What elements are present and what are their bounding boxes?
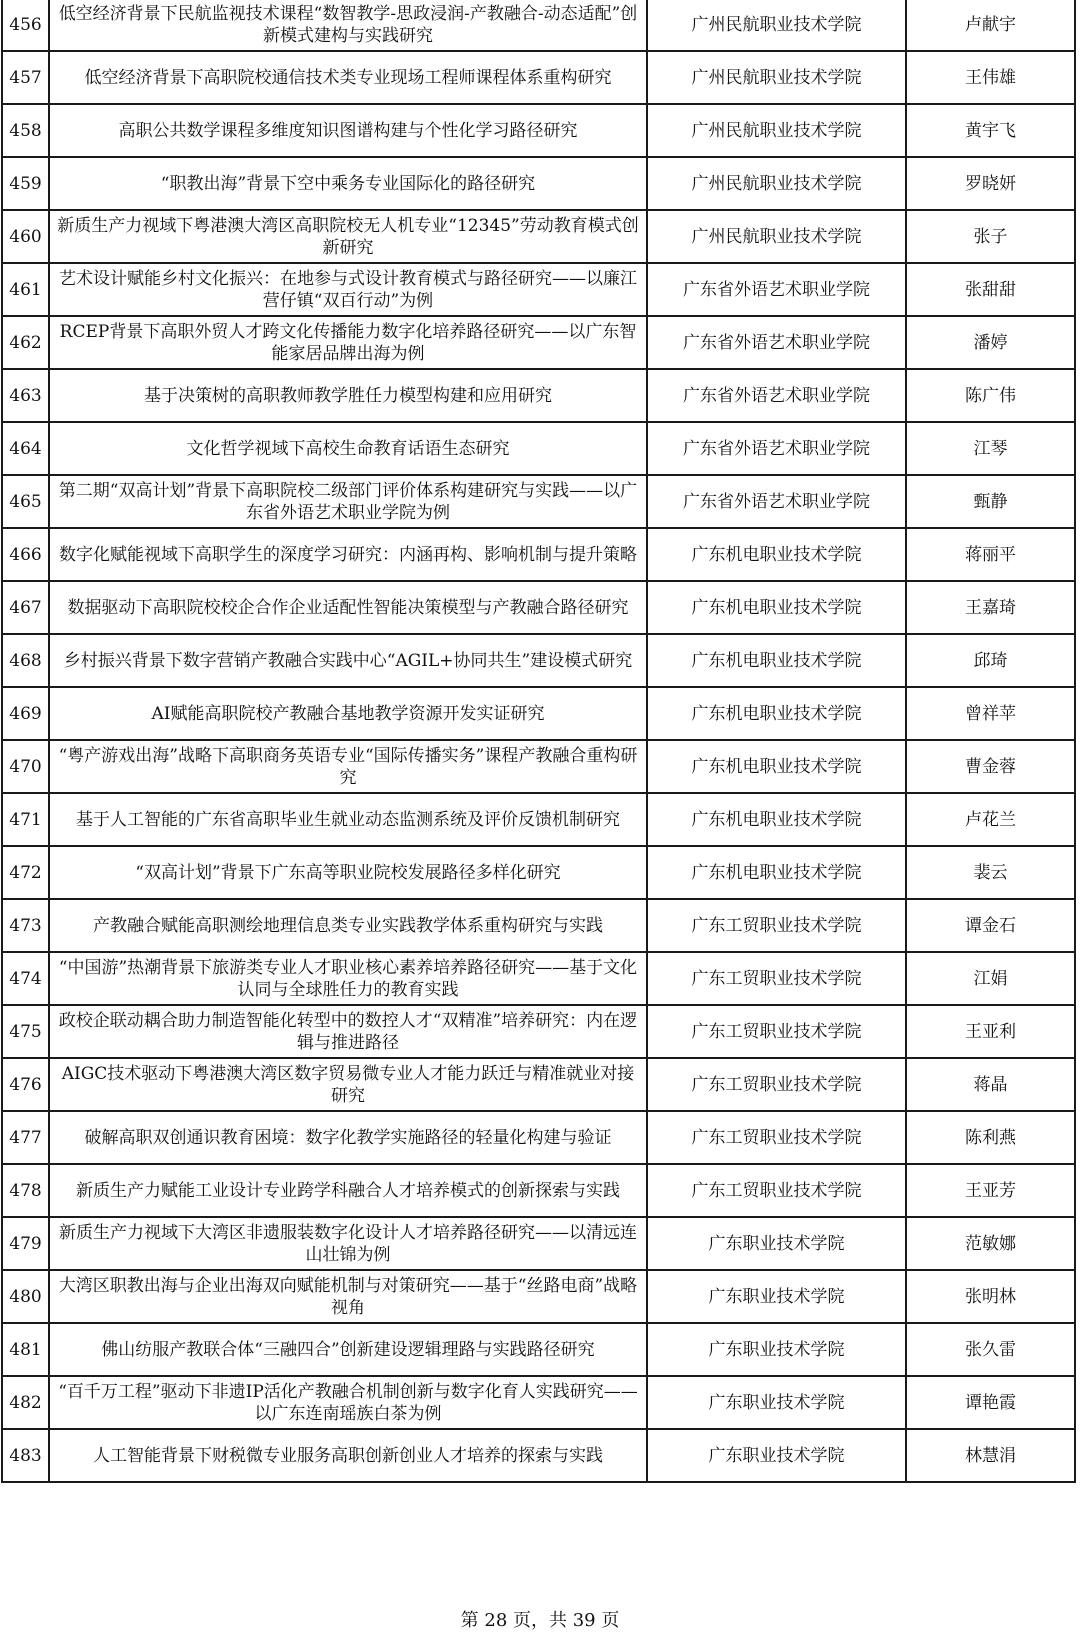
row-number: 474: [2, 952, 49, 1005]
project-title: 基于人工智能的广东省高职毕业生就业动态监测系统及评价反馈机制研究: [49, 793, 647, 846]
project-title: “双高计划”背景下广东高等职业院校发展路径多样化研究: [49, 846, 647, 899]
leader-name: 张久雷: [906, 1323, 1075, 1376]
institution-name: 广州民航职业技术学院: [647, 0, 906, 51]
row-number: 461: [2, 263, 49, 316]
leader-name: 卢献宇: [906, 0, 1075, 51]
project-title: 大湾区职教出海与企业出海双向赋能机制与对策研究——基于“丝路电商”战略视角: [49, 1270, 647, 1323]
row-number: 483: [2, 1429, 49, 1482]
project-title: AI赋能高职院校产教融合基地教学资源开发实证研究: [49, 687, 647, 740]
leader-name: 谭金石: [906, 899, 1075, 952]
leader-name: 邱琦: [906, 634, 1075, 687]
leader-name: 江娟: [906, 952, 1075, 1005]
table-row: [2, 263, 1075, 316]
institution-name: 广东机电职业技术学院: [647, 846, 906, 899]
leader-name: 曹金蓉: [906, 740, 1075, 793]
project-title: 数字化赋能视域下高职学生的深度学习研究：内涵再构、影响机制与提升策略: [49, 528, 647, 581]
leader-name: 卢花兰: [906, 793, 1075, 846]
project-title: “中国游”热潮背景下旅游类专业人才职业核心素养培养路径研究——基于文化认同与全球胜任力的教育实践: [49, 952, 647, 1005]
institution-name: 广东机电职业技术学院: [647, 634, 906, 687]
table-row: [2, 899, 1075, 952]
leader-name: 蒋丽平: [906, 528, 1075, 581]
leader-name: 黄宇飞: [906, 104, 1075, 157]
institution-name: 广东职业技术学院: [647, 1429, 906, 1482]
row-number: 469: [2, 687, 49, 740]
project-title: “粤产游戏出海”战略下高职商务英语专业“国际传播实务”课程产教融合重构研究: [49, 740, 647, 793]
row-number: 475: [2, 1005, 49, 1058]
row-number: 463: [2, 369, 49, 422]
project-title: “百千万工程”驱动下非遗IP活化产教融合机制创新与数字化育人实践研究——以广东连南瑶族白茶为例: [49, 1376, 647, 1429]
project-title: 佛山纺服产教联合体“三融四合”创新建设逻辑理路与实践路径研究: [49, 1323, 647, 1376]
institution-name: 广州民航职业技术学院: [647, 104, 906, 157]
row-number: 457: [2, 51, 49, 104]
project-title: 新质生产力视域下粤港澳大湾区高职院校无人机专业“12345”劳动教育模式创新研究: [49, 210, 647, 263]
institution-name: 广东工贸职业技术学院: [647, 1111, 906, 1164]
leader-name: 曾祥苹: [906, 687, 1075, 740]
project-title: 基于决策树的高职教师教学胜任力模型构建和应用研究: [49, 369, 647, 422]
project-title: 人工智能背景下财税微专业服务高职创新创业人才培养的探索与实践: [49, 1429, 647, 1482]
leader-name: 陈利燕: [906, 1111, 1075, 1164]
leader-name: 裴云: [906, 846, 1075, 899]
table-row: [2, 1323, 1075, 1376]
project-title: AIGC技术驱动下粤港澳大湾区数字贸易微专业人才能力跃迁与精准就业对接研究: [49, 1058, 647, 1111]
row-number: 481: [2, 1323, 49, 1376]
table-row: [2, 1164, 1075, 1217]
table-row: [2, 1111, 1075, 1164]
institution-name: 广东省外语艺术职业学院: [647, 263, 906, 316]
leader-name: 蒋晶: [906, 1058, 1075, 1111]
project-title: 艺术设计赋能乡村文化振兴：在地参与式设计教育模式与路径研究——以廉江营仔镇“双百行动”为例: [49, 263, 647, 316]
project-title: 新质生产力赋能工业设计专业跨学科融合人才培养模式的创新探索与实践: [49, 1164, 647, 1217]
table-row: [2, 1058, 1075, 1111]
row-number: 456: [2, 0, 49, 51]
row-number: 464: [2, 422, 49, 475]
institution-name: 广东机电职业技术学院: [647, 740, 906, 793]
table-row: [2, 846, 1075, 899]
institution-name: 广东工贸职业技术学院: [647, 1058, 906, 1111]
table-row: [2, 316, 1075, 369]
institution-name: 广东职业技术学院: [647, 1217, 906, 1270]
project-title: 数据驱动下高职院校校企合作企业适配性智能决策模型与产教融合路径研究: [49, 581, 647, 634]
table-row: [2, 369, 1075, 422]
institution-name: 广东职业技术学院: [647, 1270, 906, 1323]
institution-name: 广东省外语艺术职业学院: [647, 369, 906, 422]
table-row: [2, 793, 1075, 846]
project-title: 新质生产力视域下大湾区非遗服装数字化设计人才培养路径研究——以清远连山壮锦为例: [49, 1217, 647, 1270]
table-row: [2, 210, 1075, 263]
leader-name: 陈广伟: [906, 369, 1075, 422]
institution-name: 广东机电职业技术学院: [647, 687, 906, 740]
leader-name: 张甜甜: [906, 263, 1075, 316]
leader-name: 王亚利: [906, 1005, 1075, 1058]
institution-name: 广东机电职业技术学院: [647, 581, 906, 634]
table-row: [2, 528, 1075, 581]
leader-name: 江琴: [906, 422, 1075, 475]
table-row: [2, 157, 1075, 210]
table-row: [2, 1270, 1075, 1323]
project-title: 低空经济背景下民航监视技术课程“数智教学-思政浸润-产教融合-动态适配”创新模式建构与实践研究: [49, 0, 647, 51]
row-number: 479: [2, 1217, 49, 1270]
project-list-table: [1, 0, 1076, 1483]
project-title: 政校企联动耦合助力制造智能化转型中的数控人才“双精准”培养研究：内在逻辑与推进路径: [49, 1005, 647, 1058]
project-title: 第二期“双高计划”背景下高职院校二级部门评价体系构建研究与实践——以广东省外语艺术职业学院为例: [49, 475, 647, 528]
leader-name: 范敏娜: [906, 1217, 1075, 1270]
row-number: 476: [2, 1058, 49, 1111]
row-number: 460: [2, 210, 49, 263]
project-title: 破解高职双创通识教育困境：数字化教学实施路径的轻量化构建与验证: [49, 1111, 647, 1164]
row-number: 478: [2, 1164, 49, 1217]
table-row: [2, 104, 1075, 157]
row-number: 462: [2, 316, 49, 369]
project-title: 文化哲学视域下高校生命教育话语生态研究: [49, 422, 647, 475]
institution-name: 广东工贸职业技术学院: [647, 1005, 906, 1058]
row-number: 482: [2, 1376, 49, 1429]
table-body: [2, 0, 1075, 1482]
table-row: [2, 740, 1075, 793]
institution-name: 广东职业技术学院: [647, 1376, 906, 1429]
row-number: 465: [2, 475, 49, 528]
table-row: [2, 634, 1075, 687]
leader-name: 张子: [906, 210, 1075, 263]
project-title: 乡村振兴背景下数字营销产教融合实践中心“AGIL+协同共生”建设模式研究: [49, 634, 647, 687]
row-number: 459: [2, 157, 49, 210]
institution-name: 广州民航职业技术学院: [647, 210, 906, 263]
row-number: 473: [2, 899, 49, 952]
table-row: [2, 422, 1075, 475]
leader-name: 潘婷: [906, 316, 1075, 369]
institution-name: 广州民航职业技术学院: [647, 51, 906, 104]
row-number: 468: [2, 634, 49, 687]
row-number: 480: [2, 1270, 49, 1323]
institution-name: 广东机电职业技术学院: [647, 793, 906, 846]
institution-name: 广东省外语艺术职业学院: [647, 422, 906, 475]
row-number: 471: [2, 793, 49, 846]
table-row: [2, 1217, 1075, 1270]
project-title: “职教出海”背景下空中乘务专业国际化的路径研究: [49, 157, 647, 210]
table-row: [2, 1376, 1075, 1429]
row-number: 470: [2, 740, 49, 793]
institution-name: 广东职业技术学院: [647, 1323, 906, 1376]
project-title: RCEP背景下高职外贸人才跨文化传播能力数字化培养路径研究——以广东智能家居品牌出海为例: [49, 316, 647, 369]
leader-name: 罗晓妍: [906, 157, 1075, 210]
leader-name: 张明林: [906, 1270, 1075, 1323]
institution-name: 广东机电职业技术学院: [647, 528, 906, 581]
institution-name: 广东省外语艺术职业学院: [647, 475, 906, 528]
row-number: 472: [2, 846, 49, 899]
institution-name: 广东省外语艺术职业学院: [647, 316, 906, 369]
leader-name: 王伟雄: [906, 51, 1075, 104]
institution-name: 广东工贸职业技术学院: [647, 1164, 906, 1217]
project-title: 低空经济背景下高职院校通信技术类专业现场工程师课程体系重构研究: [49, 51, 647, 104]
institution-name: 广东工贸职业技术学院: [647, 952, 906, 1005]
leader-name: 王嘉琦: [906, 581, 1075, 634]
table-row: [2, 0, 1075, 51]
row-number: 477: [2, 1111, 49, 1164]
project-title: 产教融合赋能高职测绘地理信息类专业实践教学体系重构研究与实践: [49, 899, 647, 952]
leader-name: 谭艳霞: [906, 1376, 1075, 1429]
table-row: [2, 687, 1075, 740]
page-footer: 第 28 页，共 39 页: [460, 1610, 620, 1631]
leader-name: 甄静: [906, 475, 1075, 528]
row-number: 458: [2, 104, 49, 157]
row-number: 467: [2, 581, 49, 634]
row-number: 466: [2, 528, 49, 581]
institution-name: 广州民航职业技术学院: [647, 157, 906, 210]
leader-name: 林慧涓: [906, 1429, 1075, 1482]
table-row: [2, 51, 1075, 104]
institution-name: 广东工贸职业技术学院: [647, 899, 906, 952]
table-row: [2, 1429, 1075, 1482]
leader-name: 王亚芳: [906, 1164, 1075, 1217]
table-row: [2, 1005, 1075, 1058]
table-row: [2, 952, 1075, 1005]
project-title: 高职公共数学课程多维度知识图谱构建与个性化学习路径研究: [49, 104, 647, 157]
table-row: [2, 475, 1075, 528]
table-row: [2, 581, 1075, 634]
